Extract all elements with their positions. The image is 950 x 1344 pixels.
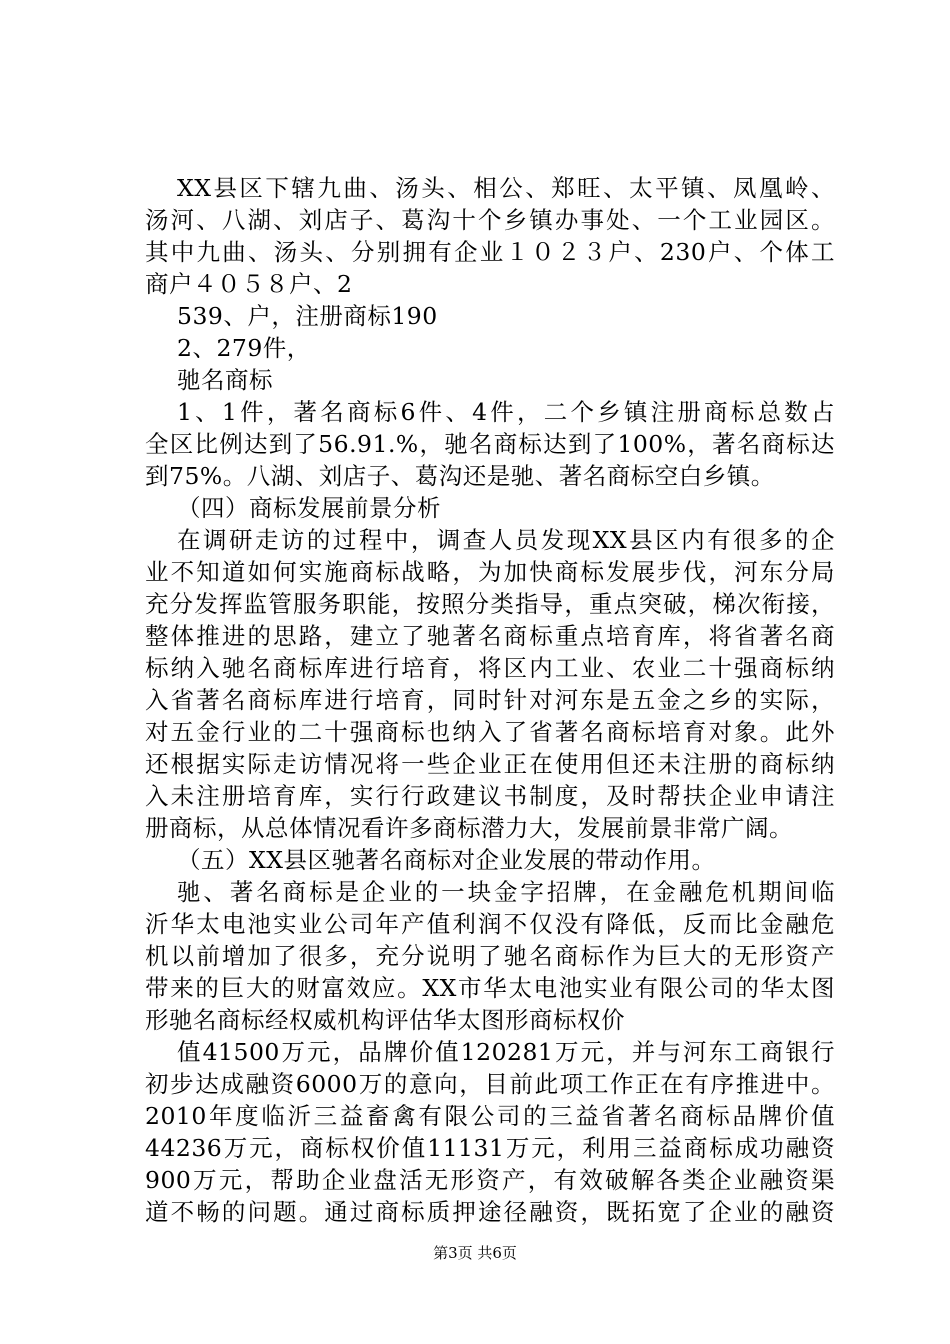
text-line: 还根据实际走访情况将一些企业正在使用但还未注册的商标纳	[145, 750, 835, 778]
text-line: 全区比例达到了56.91.%，驰名商标达到了100%，著名商标达	[145, 430, 835, 458]
text-line: 标纳入驰名商标库进行培育，将区内工业、农业二十强商标纳	[145, 654, 835, 682]
text-line: 驰名商标	[177, 366, 273, 394]
text-line: 值41500万元，品牌价值120281万元，并与河东工商银行	[177, 1038, 835, 1066]
text-line: 带来的巨大的财富效应。XX市华太电池实业有限公司的华太图	[145, 974, 835, 1002]
text-line: XX县区下辖九曲、汤头、相公、郑旺、太平镇、凤凰岭、	[177, 174, 835, 202]
text-line: 道不畅的问题。通过商标质押途径融资，既拓宽了企业的融资	[145, 1198, 835, 1226]
text-line: 机以前增加了很多，充分说明了驰名商标作为巨大的无形资产	[145, 942, 835, 970]
text-line: 初步达成融资6000万的意向，目前此项工作正在有序推进中。	[145, 1070, 835, 1098]
text-line: 2、279件，	[177, 334, 311, 362]
text-line: 形驰名商标经权威机构评估华太图形商标权价	[145, 1006, 625, 1034]
page-footer: 第3页 共6页	[433, 1244, 517, 1262]
text-line: 1、1件，著名商标6件、4件，二个乡镇注册商标总数占	[177, 398, 835, 426]
text-line: （五）XX县区驰著名商标对企业发展的带动作用。	[177, 846, 716, 874]
text-line: 900万元，帮助企业盘活无形资产，有效破解各类企业融资渠	[145, 1166, 835, 1194]
text-line: 商户４０５８户、2	[145, 270, 353, 298]
text-line: 2010年度临沂三益畜禽有限公司的三益省著名商标品牌价值	[145, 1102, 835, 1130]
text-line: 沂华太电池实业公司年产值利润不仅没有降低，反而比金融危	[145, 910, 835, 938]
text-line: 汤河、八湖、刘店子、葛沟十个乡镇办事处、一个工业园区。	[145, 206, 835, 234]
text-line: （四）商标发展前景分析	[177, 494, 441, 522]
text-line: 驰、著名商标是企业的一块金字招牌，在金融危机期间临	[177, 878, 835, 906]
text-line: 44236万元，商标权价值11131万元，利用三益商标成功融资	[145, 1134, 835, 1162]
text-line: 在调研走访的过程中，调查人员发现XX县区内有很多的企	[177, 526, 835, 554]
text-line: 册商标，从总体情况看许多商标潜力大，发展前景非常广阔。	[145, 814, 793, 842]
text-line: 业不知道如何实施商标战略，为加快商标发展步伐，河东分局	[145, 558, 835, 586]
text-line: 对五金行业的二十强商标也纳入了省著名商标培育对象。此外	[145, 718, 835, 746]
text-line: 到75%。八湖、刘店子、葛沟还是驰、著名商标空白乡镇。	[145, 462, 775, 490]
text-line: 其中九曲、汤头、分别拥有企业１０２３户、230户、个体工	[145, 238, 835, 266]
text-line: 入未注册培育库，实行行政建议书制度，及时帮扶企业申请注	[145, 782, 835, 810]
text-line: 入省著名商标库进行培育，同时针对河东是五金之乡的实际，	[145, 686, 835, 714]
document-body	[145, 172, 835, 1228]
text-line: 充分发挥监管服务职能，按照分类指导，重点突破，梯次衔接，	[145, 590, 835, 618]
text-line: 539、户，注册商标190	[177, 302, 438, 330]
text-line: 整体推进的思路，建立了驰著名商标重点培育库，将省著名商	[145, 622, 835, 650]
